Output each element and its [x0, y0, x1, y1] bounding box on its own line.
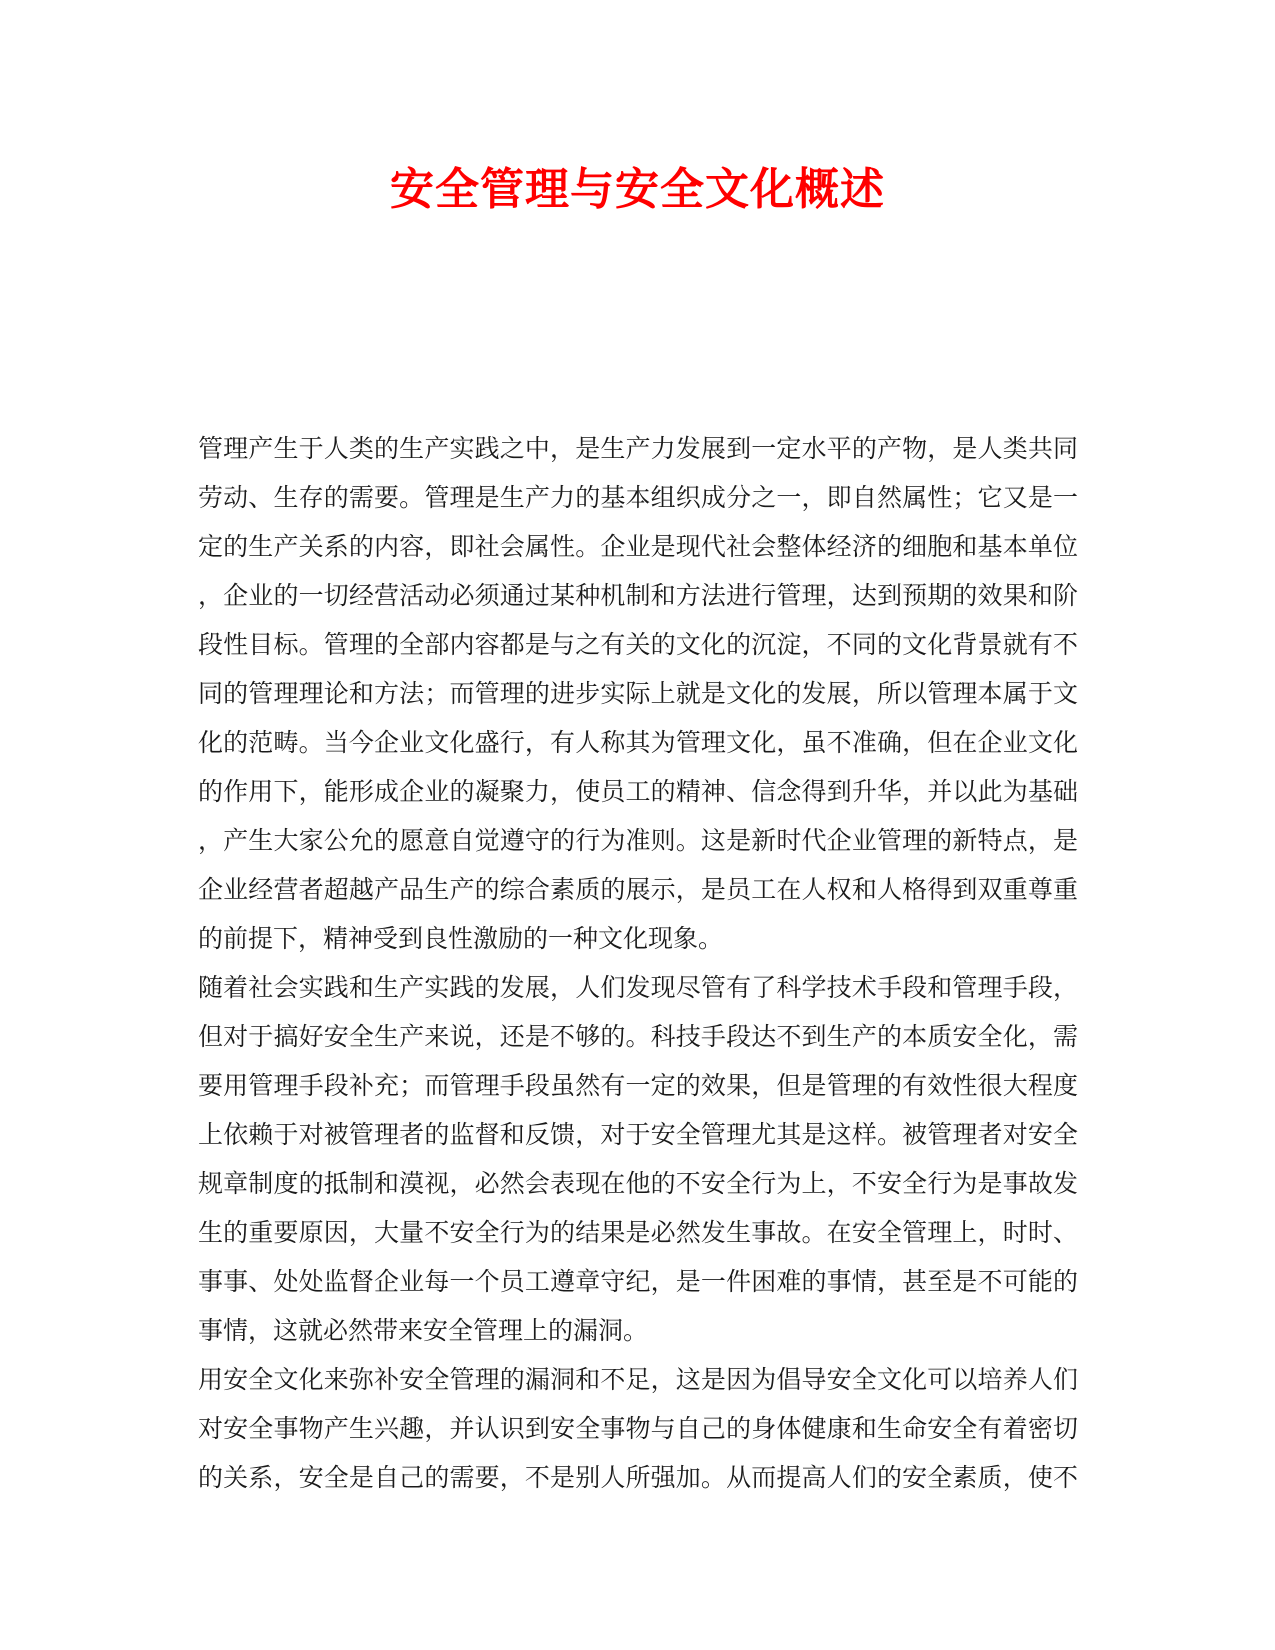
text-line: ，产生大家公允的愿意自觉遵守的行为准则。这是新时代企业管理的新特点，是	[198, 826, 1078, 855]
text-line: 同的管理理论和方法；而管理的进步实际上就是文化的发展，所以管理本属于文	[198, 679, 1078, 708]
text-line: 对安全事物产生兴趣，并认识到安全事物与自己的身体健康和生命安全有着密切	[198, 1414, 1078, 1443]
document-body	[198, 424, 1078, 1502]
text-line: 规章制度的抵制和漠视，必然会表现在他的不安全行为上，不安全行为是事故发	[198, 1169, 1078, 1198]
text-line: 定的生产关系的内容，即社会属性。企业是现代社会整体经济的细胞和基本单位	[198, 532, 1078, 561]
text-line: 但对于搞好安全生产来说，还是不够的。科技手段达不到生产的本质安全化，需	[198, 1022, 1078, 1051]
text-line: 的前提下，精神受到良性激励的一种文化现象。	[198, 924, 724, 953]
text-line: 的作用下，能形成企业的凝聚力，使员工的精神、信念得到升华，并以此为基础	[198, 777, 1078, 806]
text-line: 事事、处处监督企业每一个员工遵章守纪，是一件困难的事情，甚至是不可能的	[198, 1267, 1078, 1296]
paragraph-2	[198, 963, 1078, 1355]
paragraph-1	[198, 424, 1078, 963]
text-line: 劳动、生存的需要。管理是生产力的基本组织成分之一，即自然属性；它又是一	[198, 483, 1078, 512]
text-line: 生的重要原因，大量不安全行为的结果是必然发生事故。在安全管理上，时时、	[198, 1218, 1078, 1247]
text-line: 管理产生于人类的生产实践之中，是生产力发展到一定水平的产物，是人类共同	[198, 434, 1078, 463]
text-line: 事情，这就必然带来安全管理上的漏洞。	[198, 1316, 649, 1345]
text-line: ，企业的一切经营活动必须通过某种机制和方法进行管理，达到预期的效果和阶	[198, 581, 1078, 610]
text-line: 用安全文化来弥补安全管理的漏洞和不足，这是因为倡导安全文化可以培养人们	[198, 1365, 1078, 1394]
text-line: 段性目标。管理的全部内容都是与之有关的文化的沉淀，不同的文化背景就有不	[198, 630, 1078, 659]
text-line: 的关系，安全是自己的需要，不是别人所强加。从而提高人们的安全素质，使不	[198, 1463, 1078, 1492]
text-line: 上依赖于对被管理者的监督和反馈，对于安全管理尤其是这样。被管理者对安全	[198, 1120, 1078, 1149]
text-line: 要用管理手段补充；而管理手段虽然有一定的效果，但是管理的有效性很大程度	[198, 1071, 1078, 1100]
document-title: 安全管理与安全文化概述	[390, 164, 885, 215]
text-line: 化的范畴。当今企业文化盛行，有人称其为管理文化，虽不准确，但在企业文化	[198, 728, 1078, 757]
paragraph-3	[198, 1355, 1078, 1502]
text-line: 随着社会实践和生产实践的发展，人们发现尽管有了科学技术手段和管理手段，	[198, 973, 1078, 1002]
text-line: 企业经营者超越产品生产的综合素质的展示，是员工在人权和人格得到双重尊重	[198, 875, 1078, 904]
